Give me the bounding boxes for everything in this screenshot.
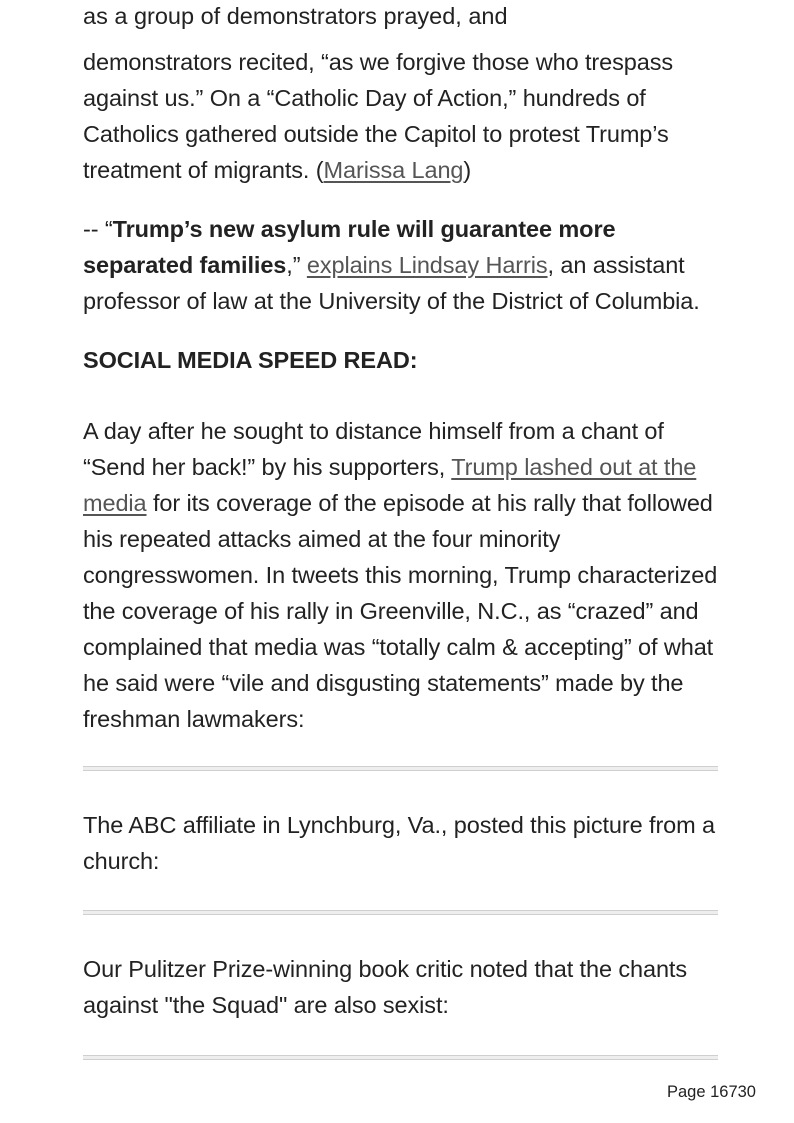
divider bbox=[83, 1055, 718, 1060]
link-lindsay-harris[interactable]: explains Lindsay Harris bbox=[306, 252, 548, 278]
paragraph-text-end: for its coverage of the episode at his rally that followed his repeated attacks aimed at the four minority congresswomen. In tweets this morning, Trump characterized the coverage of his rally in Greenville, N.C., as “crazed” and complained that media was “totally calm & accepting” of what he said were “vile and disgusting statements” made by the freshman lawmakers: bbox=[83, 490, 718, 732]
cut-off-text-line bbox=[83, 3, 723, 34]
paragraph-text: A day after he sought to distance himself from a chant of “Send her back!” by his supporters, bbox=[83, 418, 664, 480]
paragraph-mid: ,” bbox=[286, 252, 307, 278]
paragraph-abc-affiliate: The ABC affiliate in Lynchburg, Va., posted this picture from a church: bbox=[83, 812, 716, 874]
section-heading: SOCIAL MEDIA SPEED READ: bbox=[83, 347, 418, 373]
link-trump-lashed-out[interactable]: Trump lashed out at the media bbox=[83, 454, 697, 516]
paragraph-text-end: ) bbox=[463, 157, 472, 183]
headline-bold: Trump’s new asylum rule will guarantee more separated families bbox=[83, 216, 616, 278]
divider bbox=[83, 766, 718, 771]
paragraph-catholic-protest bbox=[83, 44, 723, 188]
paragraph-text: demonstrators recited, “as we forgive those who trespass against us.” On a “Catholic Day of Action,” hundreds of Catholics gathered outside the Capitol to protest Trump’s treatment of migrants. ( bbox=[83, 49, 674, 183]
link-marissa-lang[interactable]: Marissa Lang bbox=[323, 157, 464, 183]
paragraph-trump-media bbox=[83, 413, 723, 737]
divider bbox=[83, 910, 718, 915]
paragraph-book-critic: Our Pulitzer Prize-winning book critic noted that the chants against "the Squad" are also sexist: bbox=[83, 956, 687, 1018]
page-number: Page 16730 bbox=[666, 1083, 756, 1101]
cut-off-text: as a group of demonstrators prayed, and bbox=[83, 3, 508, 29]
paragraph-asylum-rule bbox=[83, 211, 723, 319]
paragraph-prefix: -- “ bbox=[83, 216, 113, 242]
paragraph-text-end: , an assistant professor of law at the University of the District of Columbia. bbox=[83, 252, 700, 314]
